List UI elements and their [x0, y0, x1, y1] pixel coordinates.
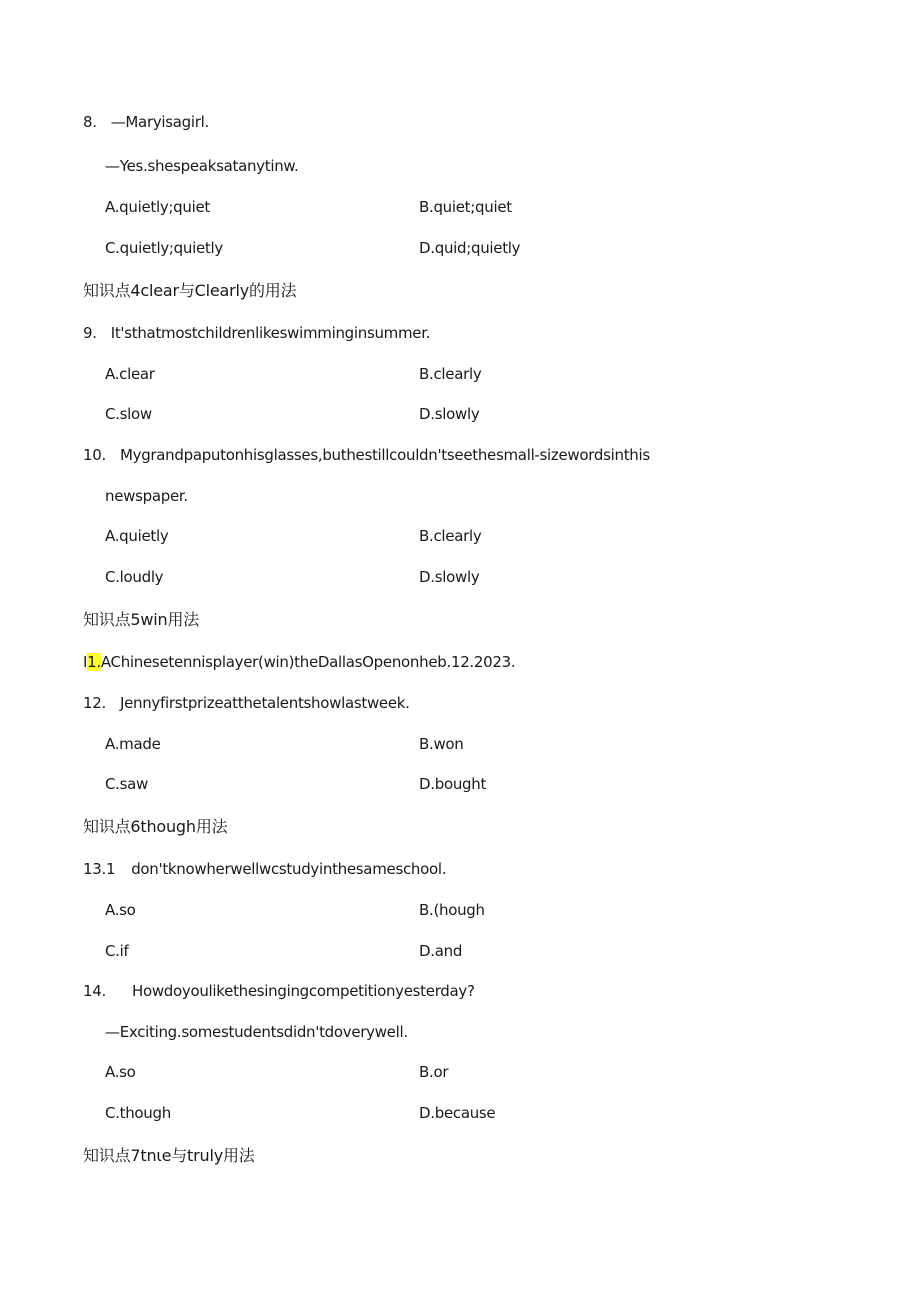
- section-heading-5: 知识点5win用法: [83, 610, 200, 629]
- option-b: B.quiet;quiet: [419, 198, 512, 216]
- question-stem: Jennyfirstprizeatthetalentshowlastweek.: [119, 694, 410, 712]
- question-11: [83, 652, 515, 672]
- option-c: C.loudly: [105, 568, 164, 586]
- option-c: C.quietly;quietly: [105, 239, 223, 257]
- option-a: A.made: [105, 735, 161, 753]
- option-b: B.clearly: [419, 527, 482, 545]
- option-a: A.clear: [105, 365, 155, 383]
- question-stem: It'sthatmostchildrenlikeswimminginsummer.: [110, 324, 431, 342]
- section-heading-7: 知识点7tnιe与truly用法: [83, 1146, 255, 1165]
- question-14: [83, 981, 475, 1001]
- question-number: 10.: [83, 446, 106, 464]
- question-stem: AChinesetennisplayer(win)theDallasOpenonheb.12.2023.: [100, 653, 516, 671]
- question-8-reply: —Yes.shespeaksatanytinw.: [105, 157, 299, 175]
- option-b: B.clearly: [419, 365, 482, 383]
- highlighted-number: 1.: [87, 653, 101, 671]
- question-13: [83, 859, 446, 879]
- section-heading-4: 知识点4clear与Clearly的用法: [83, 281, 297, 300]
- question-stem: —Maryisagirl.: [110, 113, 209, 131]
- question-stem: Howdoyoulikethesingingcompetitionyesterday?: [131, 982, 475, 1000]
- question-8: [83, 112, 209, 132]
- option-a: A.quietly: [105, 527, 169, 545]
- option-c: C.slow: [105, 405, 152, 423]
- question-number: 13.1: [83, 860, 116, 878]
- option-c: C.if: [105, 942, 129, 960]
- option-d: D.and: [419, 942, 463, 960]
- option-b: B.or: [419, 1063, 449, 1081]
- option-d: D.because: [419, 1104, 496, 1122]
- option-a: A.so: [105, 1063, 136, 1081]
- option-b: B.(hough: [419, 901, 485, 919]
- question-number: 8.: [83, 113, 97, 131]
- option-c: C.though: [105, 1104, 171, 1122]
- option-d: D.slowly: [419, 405, 480, 423]
- question-number: 9.: [83, 324, 97, 342]
- option-b: B.won: [419, 735, 464, 753]
- option-d: D.slowly: [419, 568, 480, 586]
- question-9: [83, 323, 430, 343]
- question-number-prefix: I: [83, 653, 88, 671]
- question-14-reply: —Exciting.somestudentsdidn'tdoverywell.: [105, 1023, 408, 1041]
- question-10-continuation: newspaper.: [105, 487, 188, 505]
- question-stem: Mygrandpaputonhisglasses,buthestillcouldn'tseethesmall-sizewordsinthis: [119, 446, 650, 464]
- option-a: A.so: [105, 901, 136, 919]
- section-heading-6: 知识点6though用法: [83, 817, 228, 836]
- question-12: [83, 693, 410, 713]
- option-d: D.bought: [419, 775, 487, 793]
- question-number: 14.: [83, 982, 106, 1000]
- option-c: C.saw: [105, 775, 149, 793]
- option-a: A.quietly;quiet: [105, 198, 210, 216]
- question-stem: don'tknowherwellwcstudyinthesameschool.: [131, 860, 447, 878]
- question-number: 12.: [83, 694, 106, 712]
- question-10: [83, 445, 650, 465]
- option-d: D.quid;quietly: [419, 239, 521, 257]
